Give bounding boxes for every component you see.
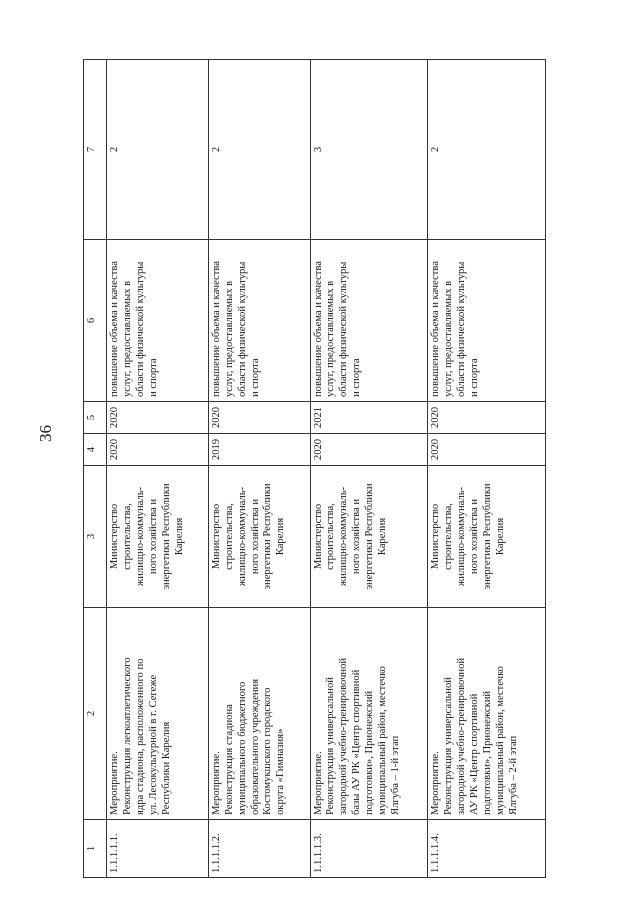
text-line: повышение объема и качества: [210, 261, 222, 397]
text-line: загородной учебно-тренировочной: [338, 657, 350, 815]
text-line: услуг, предоставляемых в: [443, 280, 455, 397]
text-line: Мероприятие.: [312, 751, 324, 815]
indicator-value: 2: [107, 60, 209, 240]
text-line: Реконструкция стадиона: [223, 704, 235, 815]
executor: [428, 466, 546, 608]
text-line: Министерство: [109, 503, 120, 570]
text-line: строительства,: [443, 503, 455, 570]
text-line: АУ РК «Центр спортивной: [469, 693, 481, 815]
text-line: энергетики Республики: [481, 483, 493, 590]
text-line: округа «Гимназия»: [275, 728, 287, 815]
text-line: жилищно-коммуналь-: [338, 486, 350, 587]
measure-number: 1.1.1.1.2.: [208, 820, 310, 878]
table-row: [208, 60, 310, 878]
text-line: муниципального бюджетного: [236, 681, 248, 815]
text-line: Мероприятие.: [430, 751, 442, 815]
indicator-value: 2: [428, 60, 546, 240]
text-line: энергетики Республики: [262, 483, 274, 590]
text-line: строительства,: [121, 503, 133, 570]
text-line: муниципальный район, местечко: [377, 666, 389, 815]
text-line: Мероприятие.: [210, 751, 222, 815]
column-header: 1: [84, 820, 107, 878]
text-line: повышение объема и качества: [430, 261, 442, 397]
text-line: ного хозяйства и: [249, 498, 261, 575]
text-line: жилищно-коммуналь-: [456, 486, 468, 587]
start-year: 2020: [107, 434, 209, 466]
measure-number: 1.1.1.1.1.: [107, 820, 209, 878]
table-row: [428, 60, 546, 878]
text-line: Министерство: [312, 503, 324, 570]
column-header: 6: [84, 240, 107, 402]
text-line: энергетики Республики: [364, 483, 376, 590]
executor: [208, 466, 310, 608]
page-number: 36: [36, 425, 55, 442]
text-line: Ялгуба – 2-й этап: [507, 735, 519, 815]
measure-number: 1.1.1.1.3.: [310, 820, 428, 878]
text-line: Реконструкция универсальной: [325, 677, 337, 815]
text-line: Карелия: [173, 517, 185, 556]
expected-result: [107, 240, 209, 402]
expected-result: [208, 240, 310, 402]
text-line: подготовки», Прионежский: [364, 690, 376, 815]
text-line: Республики Карелия: [160, 721, 172, 815]
table-rotator: [83, 60, 546, 878]
table-row: [310, 60, 428, 878]
text-line: ного хозяйства и: [147, 498, 159, 575]
text-line: ного хозяйства и: [351, 498, 363, 575]
indicator-value: 2: [208, 60, 310, 240]
end-year: 2020: [107, 402, 209, 434]
measure-title: [208, 608, 310, 820]
text-line: области физической культуры: [456, 261, 468, 397]
text-line: Карелия: [377, 517, 389, 556]
text-line: области физической культуры: [236, 261, 248, 397]
start-year: 2020: [428, 434, 546, 466]
text-line: повышение объема и качества: [109, 261, 120, 397]
text-line: Карелия: [494, 517, 506, 556]
measure-number: 1.1.1.1.4.: [428, 820, 546, 878]
text-line: загородной учебно-тренировочной: [456, 657, 468, 815]
text-line: и спорта: [147, 358, 159, 397]
text-line: ул. Лесокультурной в г. Сегеже: [147, 674, 159, 815]
table-row: [107, 60, 209, 878]
table-header: [84, 60, 107, 878]
text-line: услуг, предоставляемых в: [325, 280, 337, 397]
column-header: 3: [84, 466, 107, 608]
text-line: ядра стадиона, расположенного по: [134, 658, 146, 815]
text-line: области физической культуры: [134, 261, 146, 397]
end-year: 2020: [428, 402, 546, 434]
text-line: Министерство: [430, 503, 442, 570]
text-line: образовательного учреждения: [249, 678, 261, 815]
text-line: Мероприятие.: [109, 751, 120, 815]
column-header: 5: [84, 402, 107, 434]
text-line: повышение объема и качества: [312, 261, 324, 397]
start-year: 2019: [208, 434, 310, 466]
text-line: Костомукшского городского: [262, 687, 274, 815]
column-header: 7: [84, 60, 107, 240]
start-year: 2020: [310, 434, 428, 466]
text-line: Ялгуба – 1-й этап: [390, 735, 402, 815]
text-line: подготовки», Прионежский: [481, 690, 493, 815]
text-line: жилищно-коммуналь-: [134, 486, 146, 587]
text-line: Реконструкция легкоатлетического: [121, 657, 133, 815]
expected-result: [310, 240, 428, 402]
text-line: Реконструкция универсальной: [443, 677, 455, 815]
measure-title: [107, 608, 209, 820]
measure-title: [310, 608, 428, 820]
column-header: 4: [84, 434, 107, 466]
text-line: услуг, предоставляемых в: [223, 280, 235, 397]
text-line: области физической культуры: [338, 261, 350, 397]
executor: [310, 466, 428, 608]
text-line: и спорта: [351, 358, 363, 397]
text-line: строительства,: [325, 503, 337, 570]
text-line: жилищно-коммуналь-: [236, 486, 248, 587]
text-line: ного хозяйства и: [469, 498, 481, 575]
text-line: и спорта: [469, 358, 481, 397]
text-line: Министерство: [210, 503, 222, 570]
text-line: строительства,: [223, 503, 235, 570]
text-line: муниципальный район, местечко: [494, 666, 506, 815]
end-year: 2021: [310, 402, 428, 434]
expected-result: [428, 240, 546, 402]
text-line: Карелия: [275, 517, 287, 556]
text-line: и спорта: [249, 358, 261, 397]
measures-table: [83, 59, 546, 878]
text-line: энергетики Республики: [160, 483, 172, 590]
text-line: базы АУ РК «Центр спортивной: [351, 669, 363, 815]
indicator-value: 3: [310, 60, 428, 240]
text-line: услуг, предоставляемых в: [121, 280, 133, 397]
end-year: 2020: [208, 402, 310, 434]
executor: [107, 466, 209, 608]
column-header: 2: [84, 608, 107, 820]
measure-title: [428, 608, 546, 820]
